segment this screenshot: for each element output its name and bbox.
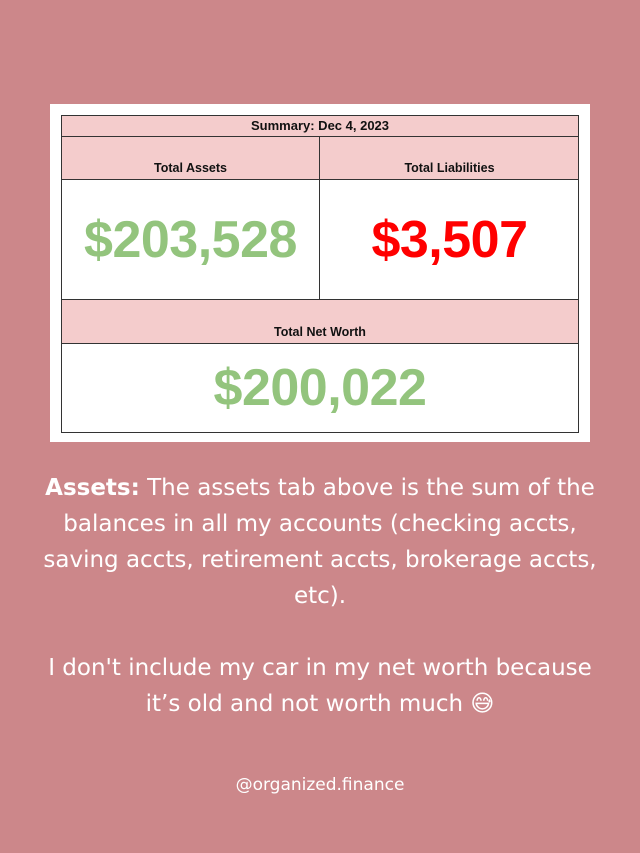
assets-bold-label: Assets: <box>45 475 140 501</box>
total-liabilities-value: $3,507 <box>371 210 528 269</box>
header-row <box>62 137 578 180</box>
total-liabilities-label: Total Liabilities <box>404 161 495 175</box>
total-assets-header <box>62 137 320 179</box>
summary-table <box>61 115 579 433</box>
sweat-smile-emoji-icon: 😅 <box>470 691 495 717</box>
car-description: I don't include my car in my net worth because it’s old and not worth much <box>48 655 592 717</box>
net-worth-label: Total Net Worth <box>274 325 366 339</box>
total-liabilities-cell <box>320 180 579 299</box>
summary-sheet-image <box>50 104 590 442</box>
caption <box>30 470 610 722</box>
values-row <box>62 180 578 300</box>
summary-title: Summary: Dec 4, 2023 <box>62 116 578 137</box>
total-assets-label: Total Assets <box>154 161 227 175</box>
assets-description: The assets tab above is the sum of the balances in all my accounts (checking accts, saving accts, retirement accts, brokerage accts, etc). <box>43 475 597 609</box>
net-worth-header <box>62 300 578 344</box>
assets-paragraph <box>30 470 610 614</box>
total-assets-value: $203,528 <box>84 210 297 269</box>
net-worth-cell <box>62 344 578 432</box>
social-handle: @organized.finance <box>235 775 405 795</box>
net-worth-value: $200,022 <box>213 359 427 417</box>
total-liabilities-header <box>320 137 579 179</box>
car-paragraph <box>30 650 610 722</box>
total-assets-cell <box>62 180 320 299</box>
